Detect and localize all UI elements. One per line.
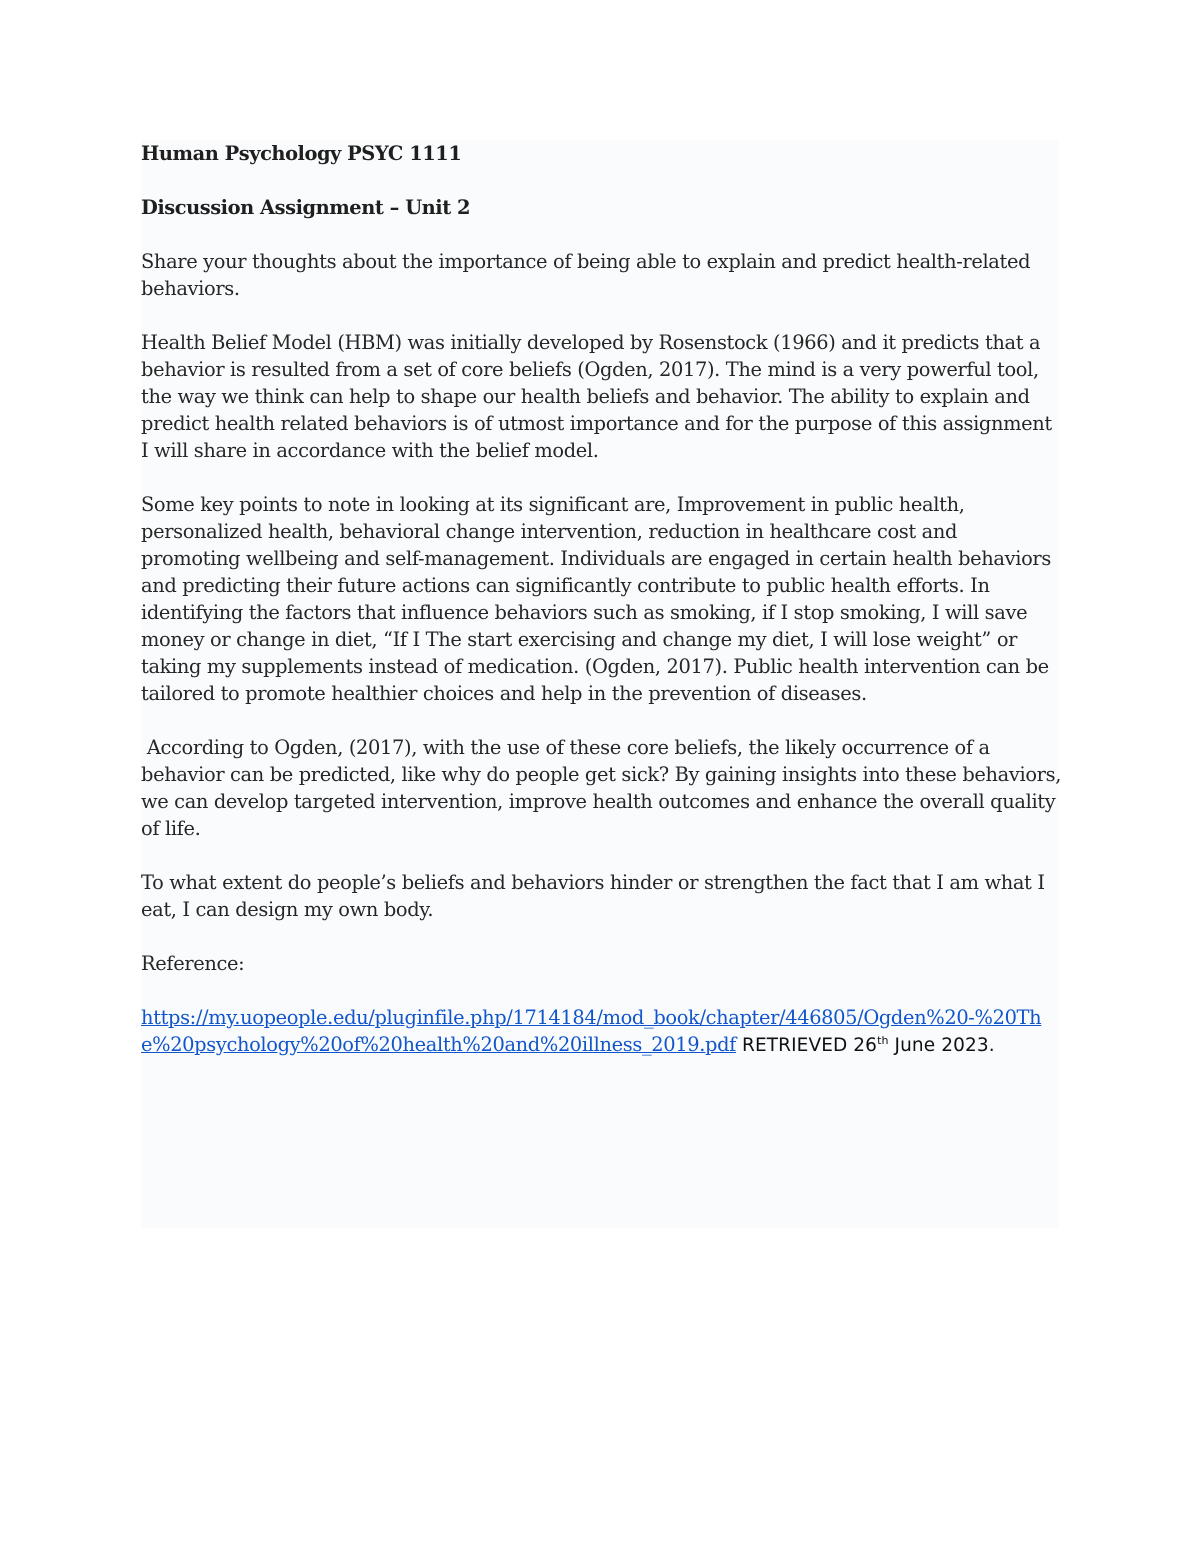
- reference-link[interactable]: https://my.uopeople.edu/pluginfile.php/1714184/mod_book/chapter/446805/Ogden%20-%20The%20psychology%20of%20health%20and%20illness_2019.pdf: [141, 1006, 1042, 1056]
- reference-label: Reference:: [141, 952, 245, 975]
- retrieved-superscript: th: [877, 1033, 889, 1047]
- ogden-paragraph: According to Ogden, (2017), with the use of these core beliefs, the likely occurrence of a behavior can be predicted, like why do people get sick? By gaining insights into these behaviors, we can develop targeted intervention, improve health outcomes and enhance the overall quality of life.: [141, 736, 1067, 840]
- document-body: [141, 140, 1067, 1086]
- document-title: Human Psychology PSYC 1111: [141, 142, 462, 165]
- reference-entry: [141, 1004, 1061, 1059]
- retrieved-date: [736, 1035, 995, 1056]
- health-belief-model-paragraph: Health Belief Model (HBM) was initially developed by Rosenstock (1966) and it predicts that a behavior is resulted from a set of core beliefs (Ogden, 2017). The mind is a very powerful tool, the way we think can help to shape our health beliefs and behavior. The ability to explain and predict health related behaviors is of utmost importance and for the purpose of this assignment I will share in accordance with the belief model.: [141, 331, 1052, 462]
- closing-question-paragraph: To what extent do people’s beliefs and behaviors hinder or strengthen the fact that I am what I eat, I can design my own body.: [141, 871, 1045, 921]
- assignment-title: Discussion Assignment – Unit 2: [141, 196, 471, 219]
- prompt-paragraph: Share your thoughts about the importance of being able to explain and predict health-related behaviors.: [141, 250, 1031, 300]
- retrieved-prefix: RETRIEVED 26: [736, 1035, 878, 1056]
- key-points-paragraph: Some key points to note in looking at its significant are, Improvement in public health, personalized health, behavioral change intervention, reduction in healthcare cost and promoting wellbeing and self-management. Individuals are engaged in certain health behaviors and predicting their future actions can significantly contribute to public health efforts. In identifying the factors that influence behaviors such as smoking, if I stop smoking, I will save money or change in diet, “If I The start exercising and change my diet, I will lose weight” or taking my supplements instead of medication. (Ogden, 2017). Public health intervention can be tailored to promote healthier choices and help in the prevention of diseases.: [141, 493, 1051, 705]
- retrieved-suffix: June 2023.: [888, 1035, 995, 1056]
